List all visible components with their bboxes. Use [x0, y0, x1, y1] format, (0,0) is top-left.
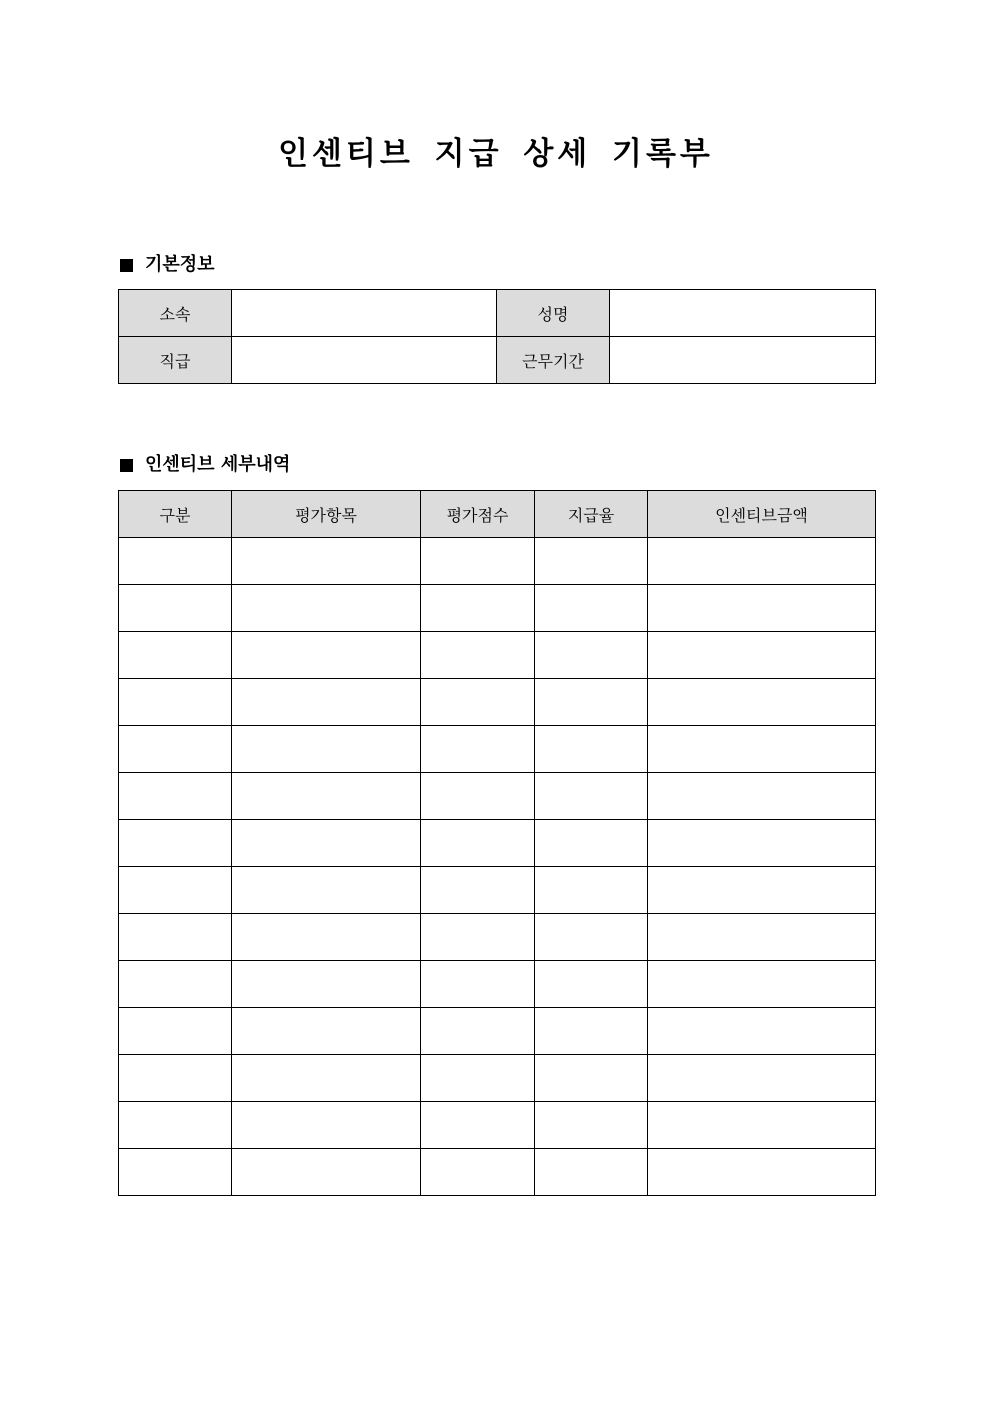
- table-cell[interactable]: [421, 538, 535, 585]
- table-cell[interactable]: [421, 585, 535, 632]
- square-bullet-icon: [120, 459, 133, 472]
- table-cell[interactable]: [648, 585, 876, 632]
- table-cell[interactable]: [119, 1055, 232, 1102]
- info-value-field[interactable]: [232, 290, 497, 337]
- table-cell[interactable]: [119, 1102, 232, 1149]
- table-cell[interactable]: [421, 679, 535, 726]
- table-cell[interactable]: [648, 1102, 876, 1149]
- table-cell[interactable]: [648, 914, 876, 961]
- table-cell[interactable]: [535, 914, 648, 961]
- table-cell[interactable]: [535, 632, 648, 679]
- table-cell[interactable]: [232, 820, 421, 867]
- info-value-field[interactable]: [610, 337, 876, 384]
- info-label: 근무기간: [497, 337, 610, 384]
- column-header: 구분: [119, 491, 232, 538]
- table-cell[interactable]: [232, 914, 421, 961]
- table-row: [119, 773, 876, 820]
- table-row: [119, 1102, 876, 1149]
- table-cell[interactable]: [119, 820, 232, 867]
- table-cell[interactable]: [232, 585, 421, 632]
- table-cell[interactable]: [648, 1055, 876, 1102]
- table-cell[interactable]: [421, 820, 535, 867]
- table-row: [119, 632, 876, 679]
- table-cell[interactable]: [232, 773, 421, 820]
- table-cell[interactable]: [648, 632, 876, 679]
- table-cell[interactable]: [535, 1055, 648, 1102]
- table-cell[interactable]: [232, 1149, 421, 1196]
- section-heading-label: 기본정보: [145, 254, 215, 275]
- table-cell[interactable]: [119, 726, 232, 773]
- column-header: 평가점수: [421, 491, 535, 538]
- table-cell[interactable]: [648, 679, 876, 726]
- table-row: [119, 914, 876, 961]
- table-row: [119, 1055, 876, 1102]
- table-cell[interactable]: [648, 538, 876, 585]
- table-cell[interactable]: [535, 585, 648, 632]
- table-cell[interactable]: [421, 867, 535, 914]
- table-row: [119, 726, 876, 773]
- table-cell[interactable]: [648, 726, 876, 773]
- table-row: [119, 538, 876, 585]
- table-cell[interactable]: [535, 1102, 648, 1149]
- table-row: [119, 679, 876, 726]
- table-cell[interactable]: [535, 773, 648, 820]
- info-label: 성명: [497, 290, 610, 337]
- table-cell[interactable]: [648, 1008, 876, 1055]
- table-cell[interactable]: [421, 1055, 535, 1102]
- column-header: 평가항목: [232, 491, 421, 538]
- table-cell[interactable]: [535, 679, 648, 726]
- table-row: [119, 1008, 876, 1055]
- column-header: 지급율: [535, 491, 648, 538]
- section-heading-label: 인센티브 세부내역: [145, 454, 291, 475]
- info-value-field[interactable]: [610, 290, 876, 337]
- table-cell[interactable]: [421, 1102, 535, 1149]
- table-cell[interactable]: [648, 1149, 876, 1196]
- table-row: [119, 585, 876, 632]
- table-cell[interactable]: [119, 1149, 232, 1196]
- table-cell[interactable]: [535, 1149, 648, 1196]
- table-cell[interactable]: [648, 820, 876, 867]
- square-bullet-icon: [120, 259, 133, 272]
- table-cell[interactable]: [119, 632, 232, 679]
- info-row: [119, 290, 876, 337]
- table-cell[interactable]: [232, 961, 421, 1008]
- table-row: [119, 961, 876, 1008]
- table-header-row: [119, 491, 876, 538]
- table-cell[interactable]: [232, 632, 421, 679]
- table-cell[interactable]: [119, 679, 232, 726]
- table-cell[interactable]: [421, 1149, 535, 1196]
- table-cell[interactable]: [535, 961, 648, 1008]
- table-cell[interactable]: [232, 1055, 421, 1102]
- table-cell[interactable]: [421, 726, 535, 773]
- table-row: [119, 820, 876, 867]
- table-cell[interactable]: [535, 820, 648, 867]
- table-cell[interactable]: [232, 679, 421, 726]
- table-row: [119, 1149, 876, 1196]
- table-cell[interactable]: [535, 726, 648, 773]
- table-cell[interactable]: [648, 961, 876, 1008]
- table-cell[interactable]: [421, 773, 535, 820]
- table-cell[interactable]: [535, 538, 648, 585]
- table-cell[interactable]: [232, 1102, 421, 1149]
- table-cell[interactable]: [421, 632, 535, 679]
- document-title: 인센티브 지급 상세 기록부: [278, 136, 714, 172]
- table-cell[interactable]: [119, 1008, 232, 1055]
- table-cell[interactable]: [119, 585, 232, 632]
- table-cell[interactable]: [648, 773, 876, 820]
- table-cell[interactable]: [648, 867, 876, 914]
- table-cell[interactable]: [421, 1008, 535, 1055]
- table-row: [119, 867, 876, 914]
- column-header: 인센티브금액: [648, 491, 876, 538]
- table-cell[interactable]: [421, 914, 535, 961]
- table-cell[interactable]: [119, 538, 232, 585]
- table-cell[interactable]: [119, 961, 232, 1008]
- table-cell[interactable]: [535, 1008, 648, 1055]
- table-cell[interactable]: [119, 914, 232, 961]
- section-heading-incentive-details: [118, 453, 290, 477]
- table-cell[interactable]: [535, 867, 648, 914]
- table-cell[interactable]: [119, 867, 232, 914]
- table-cell[interactable]: [421, 961, 535, 1008]
- basic-info-table: [118, 289, 876, 384]
- info-value-field[interactable]: [232, 337, 497, 384]
- table-cell[interactable]: [232, 726, 421, 773]
- info-label: 소속: [119, 290, 232, 337]
- info-row: [119, 337, 876, 384]
- table-cell[interactable]: [232, 538, 421, 585]
- table-cell[interactable]: [232, 1008, 421, 1055]
- info-label: 직급: [119, 337, 232, 384]
- table-cell[interactable]: [232, 867, 421, 914]
- section-heading-basic-info: [118, 253, 215, 277]
- table-cell[interactable]: [119, 773, 232, 820]
- incentive-details-table: [118, 490, 876, 1196]
